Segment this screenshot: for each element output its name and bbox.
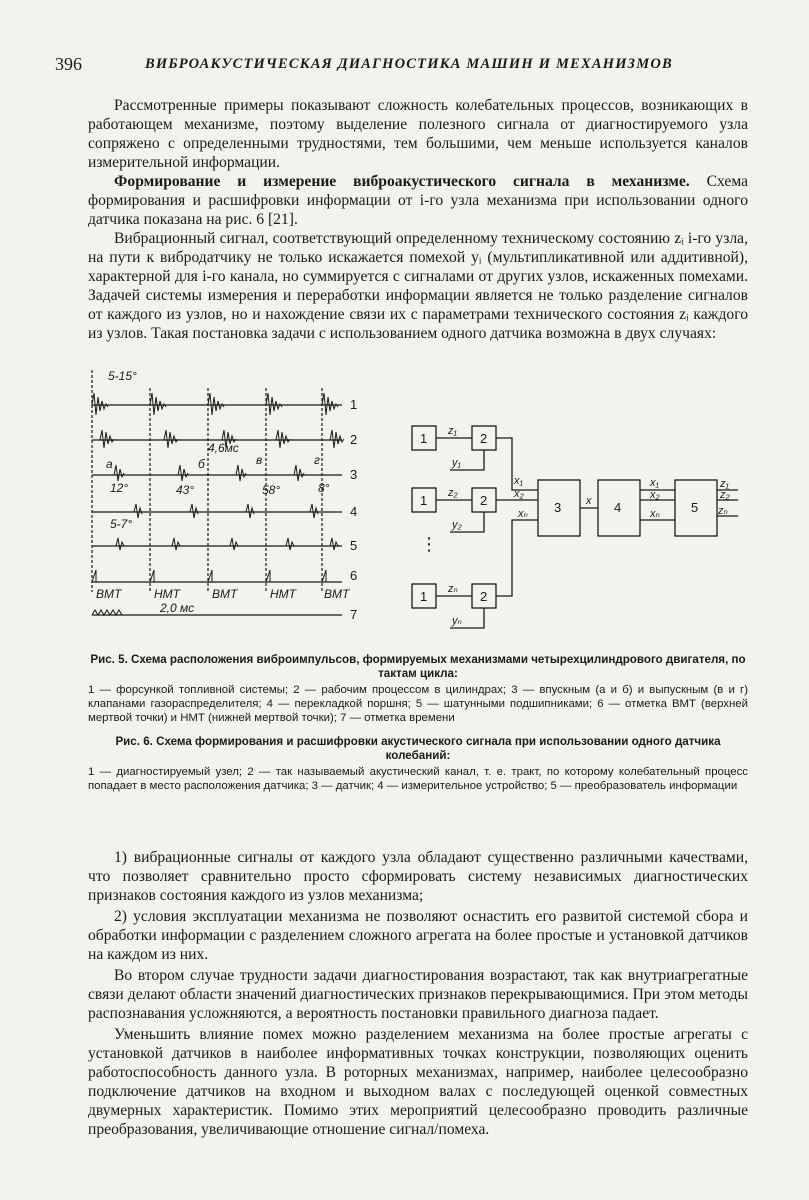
fig6-x1: x₁ bbox=[514, 475, 523, 487]
fig5-caption-text: 1 — форсункой топливной системы; 2 — рабочим процессом в цилиндрах; 3 — впускным (а и б) и выпускным (в и г) клапанами газораспределителя; 4 — перекладкой поршня; 5 — шатунными подшипниками; 6 — отметка ВМТ (верхней мертвой точки) и НМТ (нижней мертвой точки); 7 — отметка времени bbox=[88, 684, 748, 724]
fig6-yn: yₙ bbox=[452, 615, 462, 627]
page-number: 396 bbox=[55, 54, 82, 74]
fig6-dots: ⋮ bbox=[420, 534, 438, 554]
fig6-block-1a: 1 bbox=[420, 431, 428, 446]
fig6-z1: z₁ bbox=[448, 425, 457, 437]
fig6-block-2a: 2 bbox=[480, 431, 488, 446]
fig6-caption-title: Рис. 6. Схема формирования и расшифровки акустического сигнала при использовании одного датчика колебаний: bbox=[115, 735, 721, 762]
fig5-label-g: г bbox=[314, 453, 320, 467]
fig6-xn: xₙ bbox=[518, 508, 528, 520]
fig5-dim-57: 5-7° bbox=[110, 517, 133, 531]
fig5-mark-4: ВМТ bbox=[324, 587, 350, 601]
paragraph-2-text: Схема формирования и расшифровки информации от i-го узла механизма при использовании одного датчика показана на рис. 6 [21]. bbox=[88, 173, 749, 228]
fig5-mark-1: НМТ bbox=[154, 587, 180, 601]
fig6-z2: z₂ bbox=[448, 487, 458, 499]
fig5-tdc-marks bbox=[96, 587, 351, 601]
fig6-block-1b: 1 bbox=[420, 493, 428, 508]
fig5-row-2: 2 bbox=[350, 432, 358, 447]
fig6-block-4: 4 bbox=[614, 500, 622, 515]
fig6-x2-out: x₂ bbox=[650, 489, 660, 501]
paragraph-1: Рассмотренные примеры показывают сложность колебательных процессов, возникающих в работающем механизме, поэтому выделение полезного сигнала от диагностируемого узла сопряжено с определенными трудностями, тем большими, чем меньше используется каналов измерительной информации. bbox=[88, 97, 748, 171]
fig6-x1-out: x₁ bbox=[650, 477, 659, 489]
figure-6-diagram bbox=[400, 410, 745, 640]
fig6-block-5: 5 bbox=[691, 500, 699, 515]
paragraph-6: Во втором случае трудности задачи диагностирования возрастают, так как внутриагрегатные связи делают области значений диагностических признаков перекрывающимися. При этом методы распознавания усложняются, а вероятность постановки правильного диагноза падает. bbox=[88, 967, 748, 1022]
running-title: ВИБРОАКУСТИЧЕСКАЯ ДИАГНОСТИКА МАШИН И МЕХАНИЗМОВ bbox=[145, 56, 673, 72]
fig5-label-a: а bbox=[106, 457, 113, 471]
fig6-block-2c: 2 bbox=[480, 589, 488, 604]
fig5-dim-2ms: 2,0 мс bbox=[160, 601, 195, 615]
fig5-label-v: в bbox=[256, 453, 263, 467]
text-block-top bbox=[88, 96, 748, 343]
fig5-row-7: 7 bbox=[350, 607, 358, 622]
fig6-z1-out: z₁ bbox=[720, 478, 729, 490]
paragraph-5: 2) условия эксплуатации механизма не позволяют оснастить его развитой системой сбора и обработки информации с разделением сложного агрегата на более простые и установкой датчиков на каждом из них. bbox=[88, 908, 748, 963]
paragraph-3: Вибрационный сигнал, соответствующий определенному техническому состоянию zᵢ i-го узла, на пути к вибродатчику не только искажается помехой yᵢ (мультипликативной или аддитивной), характерной для i-го канала, но суммируется с сигналами от других узлов, искаженных помехами. Задачей системы измерения и переработки информации является не только разделение сигналов от каждого из узлов, но и нахождение связи их с параметрами технического состояния zᵢ каждого из узлов. Такая постановка задачи с использованием одного датчика возможна в двух случаях: bbox=[88, 230, 748, 342]
fig5-dim-12: 12° bbox=[110, 481, 129, 495]
fig5-annotations bbox=[106, 369, 330, 615]
fig5-row-5: 5 bbox=[350, 538, 358, 553]
fig6-xn-out: xₙ bbox=[650, 508, 660, 520]
fig6-caption-text: 1 — диагностируемый узел; 2 — так называемый акустический канал, т. е. тракт, по которому колебательный процесс попадает в место расположения датчика; 3 — датчик; 4 — измерительное устройство; 5 — преобразователь информации bbox=[88, 766, 748, 792]
fig6-x2: x₂ bbox=[514, 488, 524, 500]
fig5-dim-43: 43° bbox=[176, 483, 195, 497]
fig5-row-1: 1 bbox=[350, 397, 358, 412]
fig6-y2: y₂ bbox=[452, 519, 462, 531]
fig6-x: x bbox=[586, 495, 592, 507]
fig5-mark-3: НМТ bbox=[270, 587, 296, 601]
fig5-dim-46ms: 4,6мс bbox=[208, 441, 239, 455]
fig6-y1: y₁ bbox=[452, 457, 461, 469]
fig6-block-2b: 2 bbox=[480, 493, 488, 508]
page-header bbox=[55, 54, 755, 78]
fig6-zn: zₙ bbox=[448, 583, 458, 595]
fig5-angle-top: 5-15° bbox=[108, 369, 137, 383]
fig5-row-labels bbox=[350, 397, 357, 622]
fig6-block-1c: 1 bbox=[420, 589, 428, 604]
fig5-label-b: б bbox=[198, 457, 205, 471]
paragraph-7: Уменьшить влияние помех можно разделением механизма на более простые агрегаты с установкой датчиков в наиболее информативных точках конструкции, позволяющих оценить работоспособность данного узла. В роторных механизмах, например, наиболее целесообразно подключение датчиков на входном и выходном валах с последующей оценкой совместных двумерных характеристик. Помимо этих мероприятий целесообразно проводить различные преобразования, увеличивающие отношение сигнал/помеха. bbox=[88, 1026, 748, 1138]
fig5-mark-2: ВМТ bbox=[212, 587, 238, 601]
figure-5-diagram bbox=[80, 360, 380, 632]
fig5-dim-8: 8° bbox=[318, 481, 330, 495]
paragraph-4: 1) вибрационные сигналы от каждого узла обладают существенно различными качествами, что позволяет сравнительно просто сформировать систему независимых диагностических признаков состояния каждого из узлов механизма; bbox=[88, 849, 748, 904]
fig5-row-3: 3 bbox=[350, 467, 358, 482]
fig6-zn-out: zₙ bbox=[718, 505, 728, 517]
fig5-mark-0: ВМТ bbox=[96, 587, 122, 601]
figure-captions bbox=[88, 653, 748, 803]
text-block-bottom bbox=[88, 848, 748, 1141]
fig6-signal-labels bbox=[420, 425, 731, 627]
section-heading: Формирование и измерение виброакустического сигнала в механизме. bbox=[114, 173, 690, 190]
fig5-dim-58: 58° bbox=[262, 483, 281, 497]
fig5-row-4: 4 bbox=[350, 504, 358, 519]
fig6-block-3: 3 bbox=[554, 500, 562, 515]
paragraph-2 bbox=[88, 172, 748, 229]
fig5-caption-title: Рис. 5. Схема расположения виброимпульсов, формируемых механизмами четырехцилиндрового двигателя, по тактам цикла: bbox=[90, 653, 746, 680]
fig5-row-6: 6 bbox=[350, 568, 358, 583]
fig6-z2-out: z₂ bbox=[720, 489, 730, 501]
